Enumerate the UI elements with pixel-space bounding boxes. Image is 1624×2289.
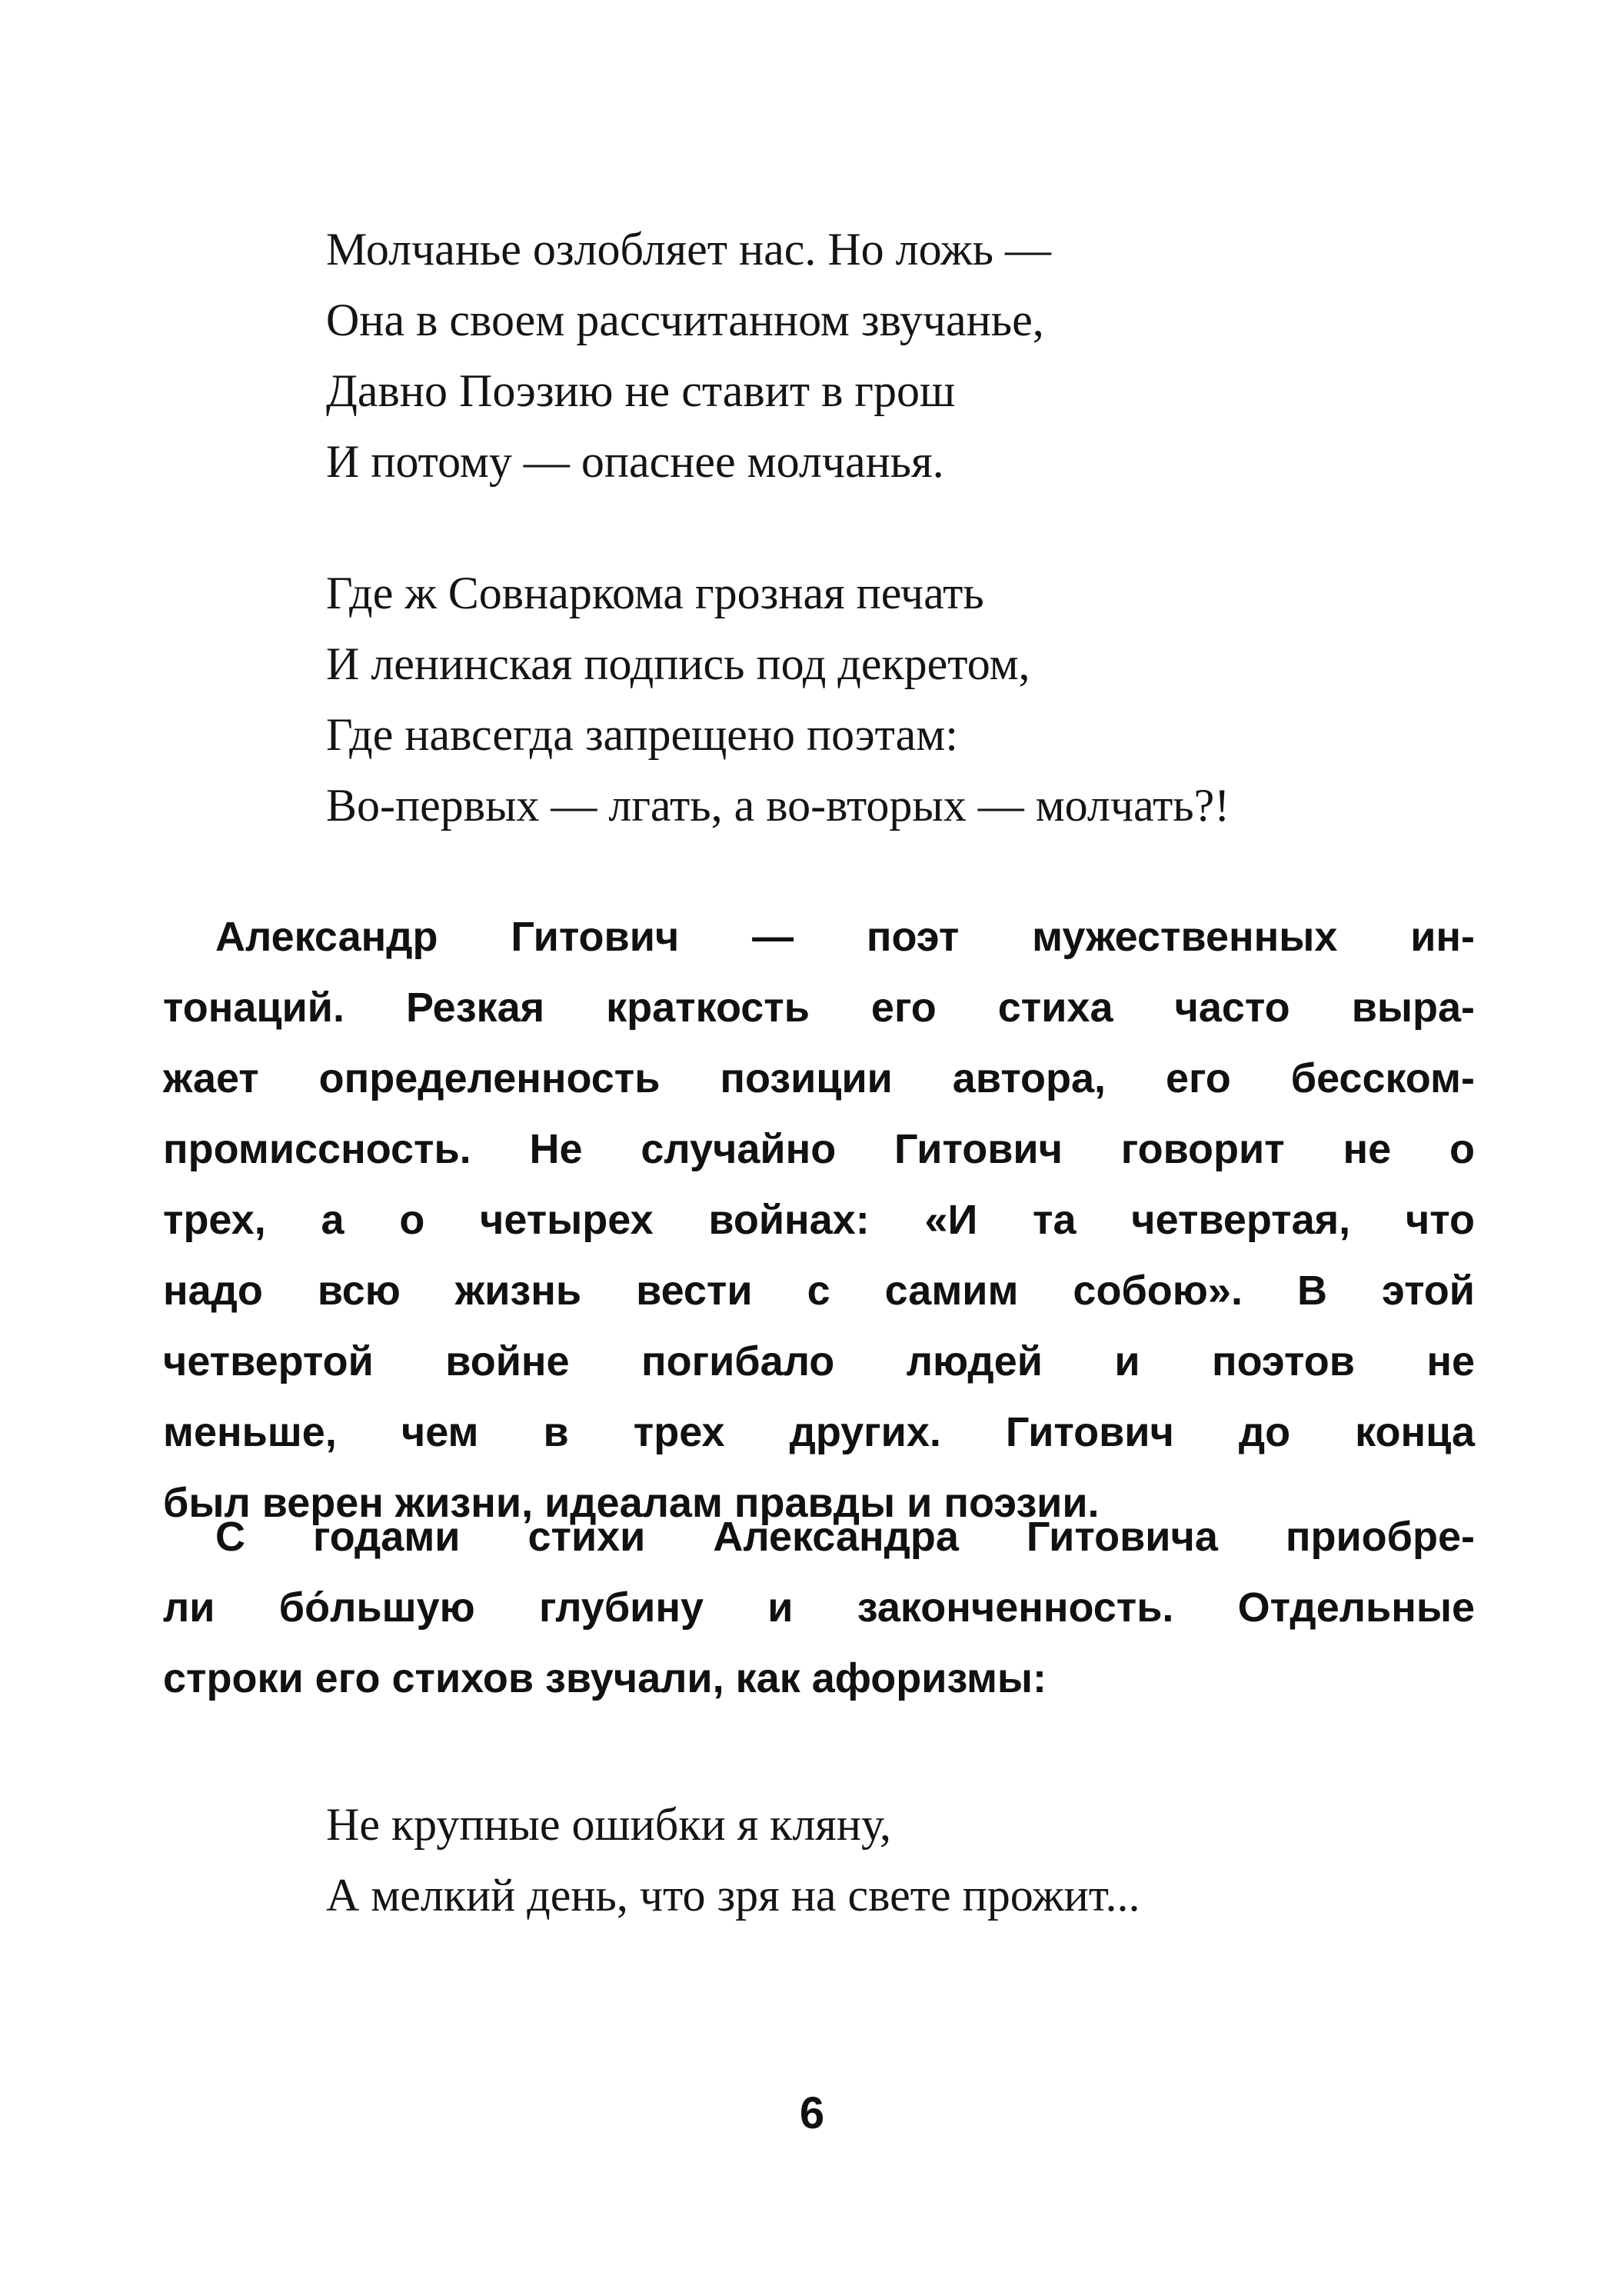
body-paragraph-2 bbox=[163, 1501, 1475, 1714]
verse-line: А мелкий день, что зря на свете прожит... bbox=[326, 1870, 1140, 1921]
verse-line: И ленинская подпись под декретом, bbox=[326, 638, 1030, 689]
verse-line: Не крупные ошибки я кляну, bbox=[326, 1799, 891, 1850]
poem-stanza-2 bbox=[326, 558, 1230, 841]
paragraph-line: Александр Гитович — поэт мужественных ин- bbox=[215, 914, 1475, 960]
verse-line: Где навсегда запрещено поэтам: bbox=[326, 709, 958, 760]
paragraph-line: С годами стихи Александра Гитовича приобре- bbox=[215, 1514, 1475, 1560]
quoted-couplet bbox=[326, 1789, 1140, 1931]
paragraph-line: ли бо́льшую глубину и законченность. Отдельные bbox=[163, 1584, 1475, 1631]
body-paragraph-1 bbox=[163, 901, 1475, 1538]
verse-line: Во-первых — лгать, а во-вторых — молчать?! bbox=[326, 780, 1230, 831]
verse-line: Молчанье озлобляет нас. Но ложь — bbox=[326, 224, 1051, 275]
paragraph-line: промиссность. Не случайно Гитович говорит не о bbox=[163, 1126, 1475, 1172]
paragraph-line: трех, а о четырех войнах: «И та четвертая, что bbox=[163, 1197, 1475, 1243]
paragraph-line: был верен жизни, идеалам правды и поэзии. bbox=[163, 1480, 1100, 1526]
poem-stanza-1 bbox=[326, 214, 1051, 497]
page-number: 6 bbox=[799, 2088, 825, 2138]
paragraph-line: четвертой войне погибало людей и поэтов не bbox=[163, 1338, 1475, 1384]
paragraph-line: тонаций. Резкая краткость его стиха часто выра- bbox=[163, 985, 1475, 1031]
verse-line: Где ж Совнаркома грозная печать bbox=[326, 568, 984, 618]
paragraph-line: меньше, чем в трех других. Гитович до конца bbox=[163, 1409, 1475, 1455]
verse-line: И потому — опаснее молчанья. bbox=[326, 436, 944, 487]
verse-line: Она в своем рассчитанном звучанье, bbox=[326, 295, 1044, 345]
paragraph-line: жает определенность позиции автора, его бесском- bbox=[163, 1055, 1475, 1101]
verse-line: Давно Поэзию не ставит в грош bbox=[326, 365, 956, 416]
paragraph-line: строки его стихов звучали, как афоризмы: bbox=[163, 1655, 1047, 1701]
paragraph-line: надо всю жизнь вести с самим собою». В этой bbox=[163, 1268, 1475, 1314]
